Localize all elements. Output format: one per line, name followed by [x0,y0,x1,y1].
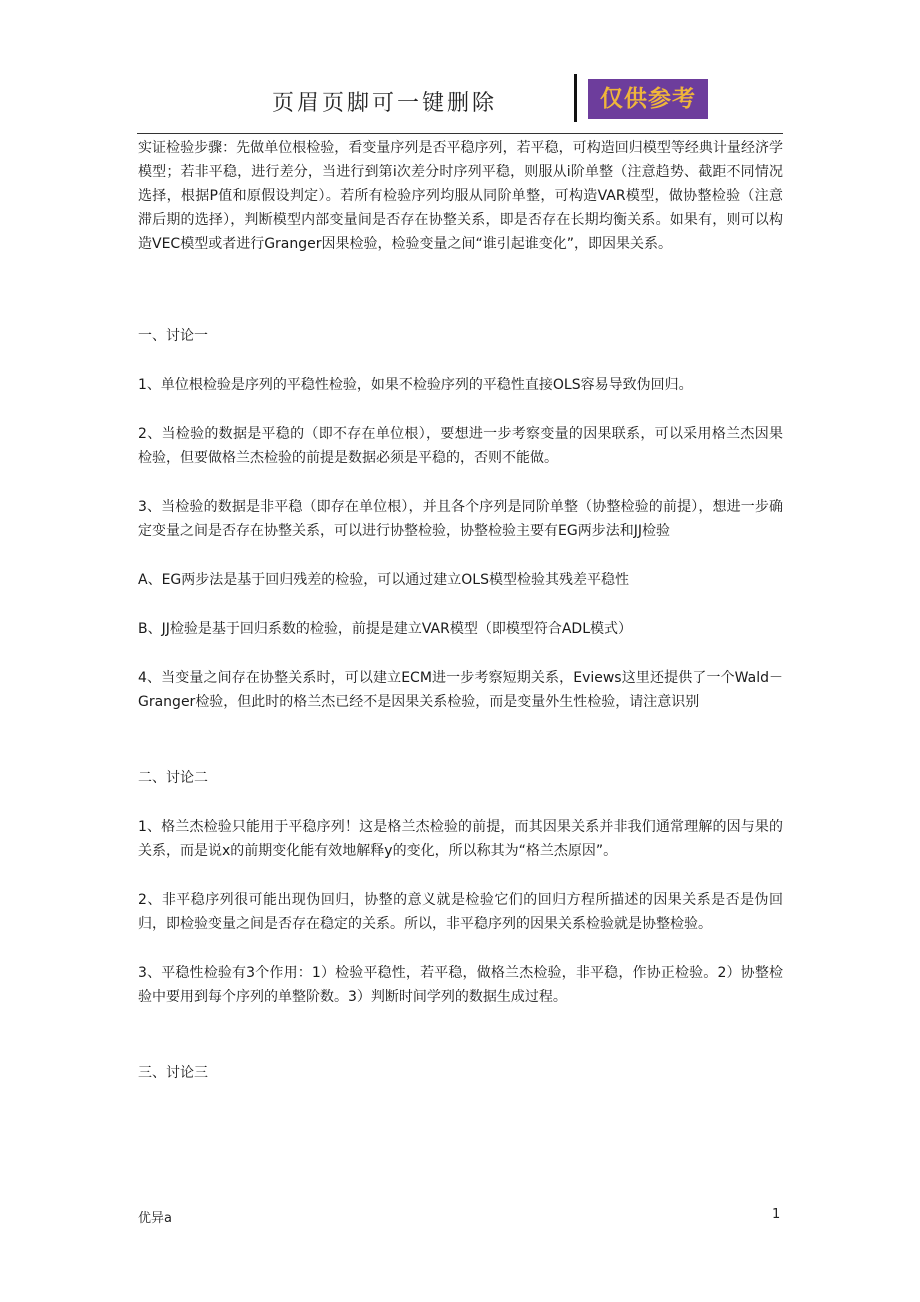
paragraph: B、JJ检验是基于回归系数的检验，前提是建立VAR模型（即模型符合ADL模式） [138,621,633,637]
page-number: 1 [772,1207,781,1222]
header-title: 页眉页脚可一键删除 [272,91,498,116]
paragraph: 3、平稳性检验有3个作用：1）检验平稳性，若平稳，做格兰杰检验，非平稳，作协正检验。2）协整检验中要用到每个序列的单整阶数。3）判断时间学列的数据生成过程。 [138,965,783,1005]
paragraph: 4、当变量之间存在协整关系时，可以建立ECM进一步考察短期关系，Eviews这里还提供了一个Wald－Granger检验，但此时的格兰杰已经不是因果关系检验，而是变量外生性检验，请注意识别 [138,670,783,710]
paragraph: 1、格兰杰检验只能用于平稳序列！这是格兰杰检验的前提，而其因果关系并非我们通常理解的因与果的关系，而是说x的前期变化能有效地解释y的变化，所以称其为“格兰杰原因”。 [138,819,783,859]
page-header [0,0,920,134]
section-heading-2: 二、讨论二 [138,770,208,786]
intro-paragraph: 实证检验步骤：先做单位根检验，看变量序列是否平稳序列，若平稳，可构造回归模型等经典计量经济学模型；若非平稳，进行差分，当进行到第i次差分时序列平稳，则服从i阶单整（注意趋势、截距不同情况选择，根据P值和原假设判定）。若所有检验序列均服从同阶单整，可构造VAR模型，做协整检验（注意滞后期的选择），判断模型内部变量间是否存在协整关系，即是否存在长期均衡关系。如果有，则可以构造VEC模型或者进行Granger因果检验，检验变量之间“谁引起谁变化”，即因果关系。 [138,140,783,252]
paragraph: 2、非平稳序列很可能出现伪回归，协整的意义就是检验它们的回归方程所描述的因果关系是否是伪回归，即检验变量之间是否存在稳定的关系。所以，非平稳序列的因果关系检验就是协整检验。 [138,892,783,932]
footer-label: 优异a [138,1211,172,1226]
paragraph: 3、当检验的数据是非平稳（即存在单位根），并且各个序列是同阶单整（协整检验的前提），想进一步确定变量之间是否存在协整关系，可以进行协整检验，协整检验主要有EG两步法和JJ检验 [138,499,783,539]
header-rule [137,133,783,134]
paragraph: 2、当检验的数据是平稳的（即不存在单位根），要想进一步考察变量的因果联系，可以采用格兰杰因果检验，但要做格兰杰检验的前提是数据必须是平稳的，否则不能做。 [138,426,783,466]
paragraph: 1、单位根检验是序列的平稳性检验，如果不检验序列的平稳性直接OLS容易导致伪回归。 [138,377,693,393]
section-heading-1: 一、讨论一 [138,328,208,344]
section-heading-3: 三、讨论三 [138,1065,208,1081]
reference-only-badge: 仅供参考 [588,79,708,119]
header-divider [574,74,577,122]
paragraph: A、EG两步法是基于回归残差的检验，可以通过建立OLS模型检验其残差平稳性 [138,572,629,588]
document-body [138,136,783,1085]
